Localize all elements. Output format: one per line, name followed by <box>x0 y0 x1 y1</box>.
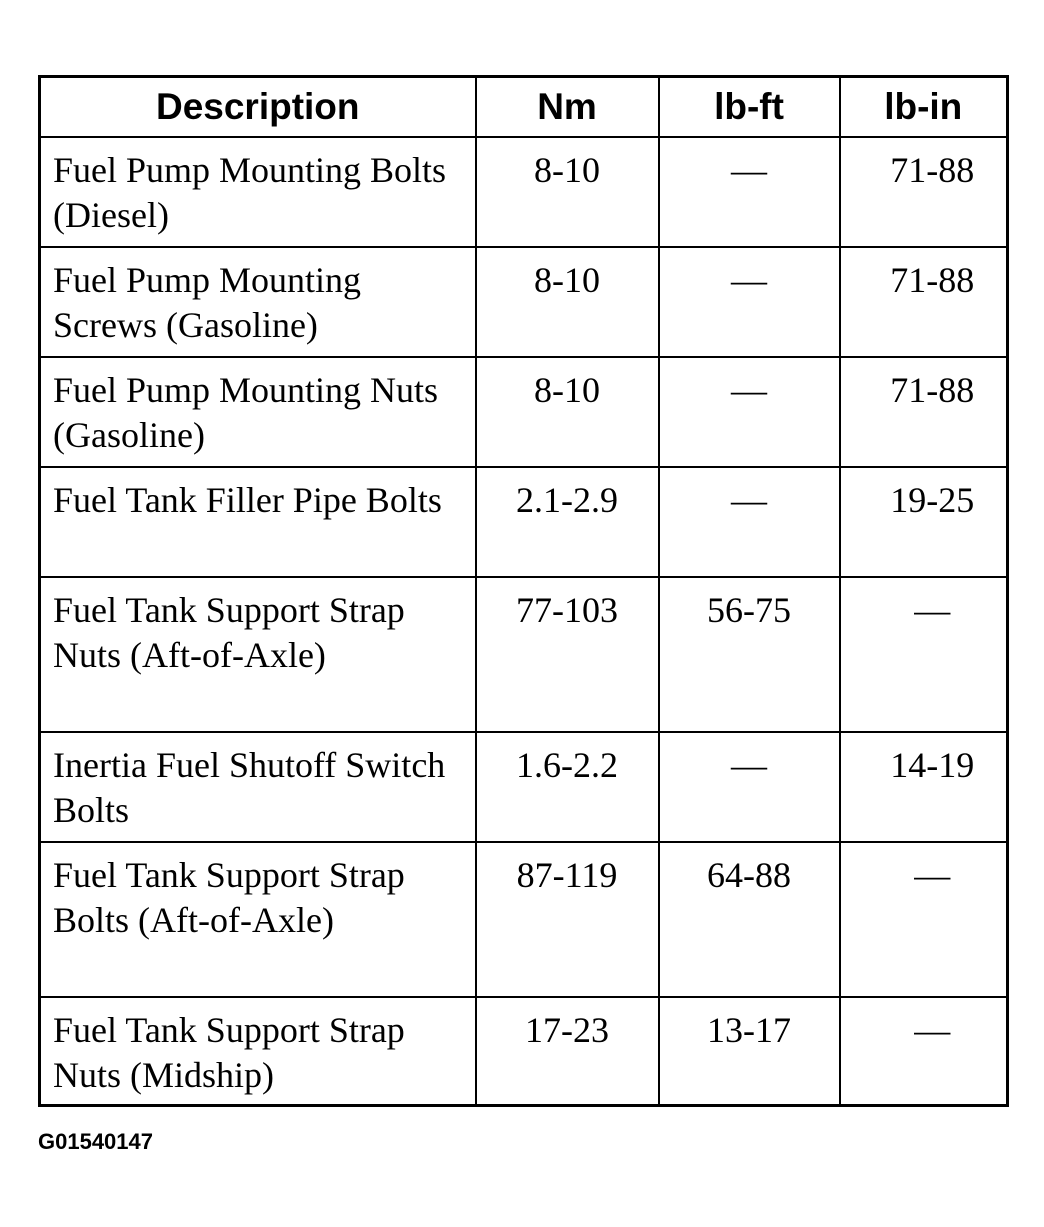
cell-description: Fuel Tank Support Strap Nuts (Aft-of-Axle) <box>40 577 476 732</box>
cell-lb-ft: — <box>659 247 840 357</box>
table-row <box>40 577 1008 732</box>
cell-lb-ft: — <box>659 357 840 467</box>
table-header-row <box>40 77 1008 138</box>
header-description: Description <box>40 77 476 138</box>
table-row <box>40 842 1008 997</box>
cell-lb-in: — <box>840 997 1008 1106</box>
cell-lb-ft: 56-75 <box>659 577 840 732</box>
cell-lb-ft: — <box>659 732 840 842</box>
cell-description: Fuel Pump Mounting Bolts (Diesel) <box>40 137 476 247</box>
cell-nm: 8-10 <box>476 247 659 357</box>
table-row <box>40 997 1008 1106</box>
cell-lb-in: — <box>840 577 1008 732</box>
cell-lb-ft: 13-17 <box>659 997 840 1106</box>
cell-lb-in: 71-88 <box>840 357 1008 467</box>
cell-description: Fuel Tank Support Strap Nuts (Midship) <box>40 997 476 1106</box>
cell-description: Inertia Fuel Shutoff Switch Bolts <box>40 732 476 842</box>
cell-lb-ft: — <box>659 467 840 577</box>
cell-nm: 17-23 <box>476 997 659 1106</box>
cell-nm: 1.6-2.2 <box>476 732 659 842</box>
table-row <box>40 357 1008 467</box>
torque-spec-table <box>38 75 1009 1107</box>
table-row <box>40 732 1008 842</box>
cell-nm: 77-103 <box>476 577 659 732</box>
table-row <box>40 467 1008 577</box>
table-row <box>40 247 1008 357</box>
cell-nm: 8-10 <box>476 137 659 247</box>
cell-lb-in: 14-19 <box>840 732 1008 842</box>
cell-lb-in: 71-88 <box>840 137 1008 247</box>
header-lb-in: lb-in <box>840 77 1008 138</box>
cell-lb-in: 19-25 <box>840 467 1008 577</box>
cell-lb-ft: — <box>659 137 840 247</box>
cell-description: Fuel Pump Mounting Screws (Gasoline) <box>40 247 476 357</box>
table-row <box>40 137 1008 247</box>
cell-lb-in: 71-88 <box>840 247 1008 357</box>
cell-description: Fuel Pump Mounting Nuts (Gasoline) <box>40 357 476 467</box>
cell-lb-ft: 64-88 <box>659 842 840 997</box>
cell-description: Fuel Tank Filler Pipe Bolts <box>40 467 476 577</box>
cell-description: Fuel Tank Support Strap Bolts (Aft-of-Axle) <box>40 842 476 997</box>
header-nm: Nm <box>476 77 659 138</box>
figure-id: G01540147 <box>38 1129 153 1154</box>
cell-nm: 8-10 <box>476 357 659 467</box>
cell-nm: 87-119 <box>476 842 659 997</box>
cell-lb-in: — <box>840 842 1008 997</box>
header-lb-ft: lb-ft <box>659 77 840 138</box>
cell-nm: 2.1-2.9 <box>476 467 659 577</box>
